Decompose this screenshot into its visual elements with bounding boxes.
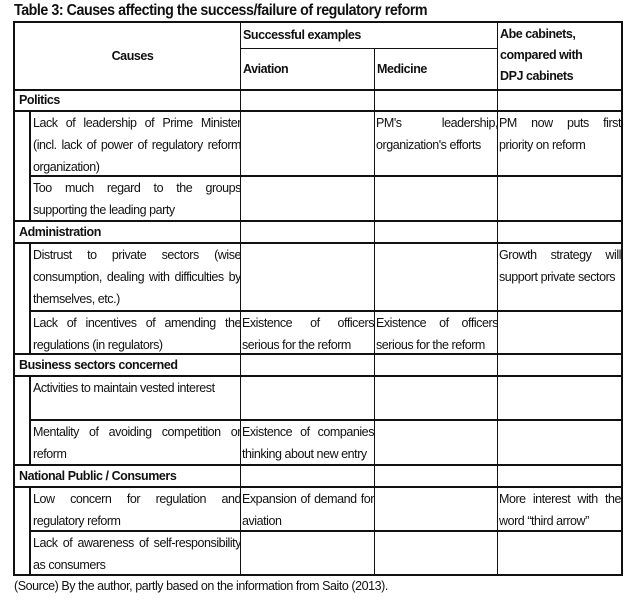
- header-abe-line3: DPJ cabinets: [500, 69, 574, 83]
- row-divider: [15, 110, 621, 112]
- header-successful-examples: Successful examples: [243, 28, 361, 42]
- cause-avoiding-competition: Mentality of avoiding competition or reform: [33, 425, 241, 461]
- abe-pm-first-priority: PM now puts first priority on reform: [499, 116, 621, 152]
- row-divider: [15, 375, 621, 377]
- header-abe-line1: Abe cabinets,: [500, 27, 576, 41]
- header-medicine: Medicine: [377, 62, 427, 76]
- medicine-existence-of-officers: Existence of officers serious for the reform: [376, 316, 498, 352]
- row-divider: [15, 89, 621, 91]
- aviation-existence-of-officers: Existence of officers serious for the reform: [242, 316, 374, 352]
- indent-divider: [29, 376, 31, 466]
- cause-lack-of-incentives: Lack of incentives of amending the regulations (in regulators): [33, 316, 241, 352]
- header-causes: Causes: [111, 49, 154, 63]
- row-divider: [15, 486, 621, 488]
- aviation-demand-expansion: Expansion of demand for aviation: [242, 492, 374, 528]
- row-divider: [15, 353, 621, 355]
- header-abe-line2: compared with: [500, 48, 583, 62]
- section-administration: Administration: [19, 225, 101, 239]
- row-divider: [29, 419, 621, 421]
- cause-vested-interest: Activities to maintain vested interest: [33, 381, 215, 395]
- section-politics: Politics: [19, 93, 60, 107]
- abe-third-arrow: More interest with the word “third arrow”: [499, 492, 621, 528]
- row-divider: [29, 175, 621, 177]
- cause-distrust-private-sectors: Distrust to private sectors (wise consumption, dealing with difficulties by themselves, etc.): [33, 248, 241, 306]
- section-national-public: National Public / Consumers: [19, 469, 177, 483]
- row-divider: [15, 464, 621, 466]
- cause-lack-of-leadership: Lack of leadership of Prime Minister (incl. lack of power of regulatory reform organization): [33, 116, 241, 174]
- header-abe-cabinets: [499, 23, 621, 89]
- col-divider-medicine-abe: [497, 23, 498, 574]
- header-subdivider: [240, 48, 497, 49]
- medicine-pm-leadership: PM's leadership, organization's efforts: [376, 116, 498, 152]
- header-aviation: Aviation: [243, 62, 289, 76]
- causes-table: [13, 21, 623, 576]
- row-divider: [29, 530, 621, 532]
- table-title: Table 3: Causes affecting the success/failure of regulatory reform: [14, 2, 428, 19]
- cause-too-much-regard: Too much regard to the groups supporting the leading party: [33, 181, 241, 217]
- aviation-new-entry-companies: Existence of companies thinking about new entry: [242, 425, 374, 461]
- source-note: (Source) By the author, partly based on the information from Saito (2013).: [14, 579, 388, 593]
- cause-low-concern: Low concern for regulation and regulatory reform: [33, 492, 241, 528]
- row-divider: [29, 310, 621, 312]
- abe-growth-strategy: Growth strategy will support private sectors: [499, 248, 621, 284]
- indent-divider: [29, 111, 31, 222]
- section-business-sectors: Business sectors concerned: [19, 358, 178, 372]
- indent-divider: [29, 243, 31, 355]
- row-divider: [15, 220, 621, 222]
- col-divider-causes-aviation: [240, 23, 241, 574]
- cause-lack-of-awareness: Lack of awareness of self-responsibility as consumers: [33, 536, 241, 572]
- row-divider: [15, 242, 621, 244]
